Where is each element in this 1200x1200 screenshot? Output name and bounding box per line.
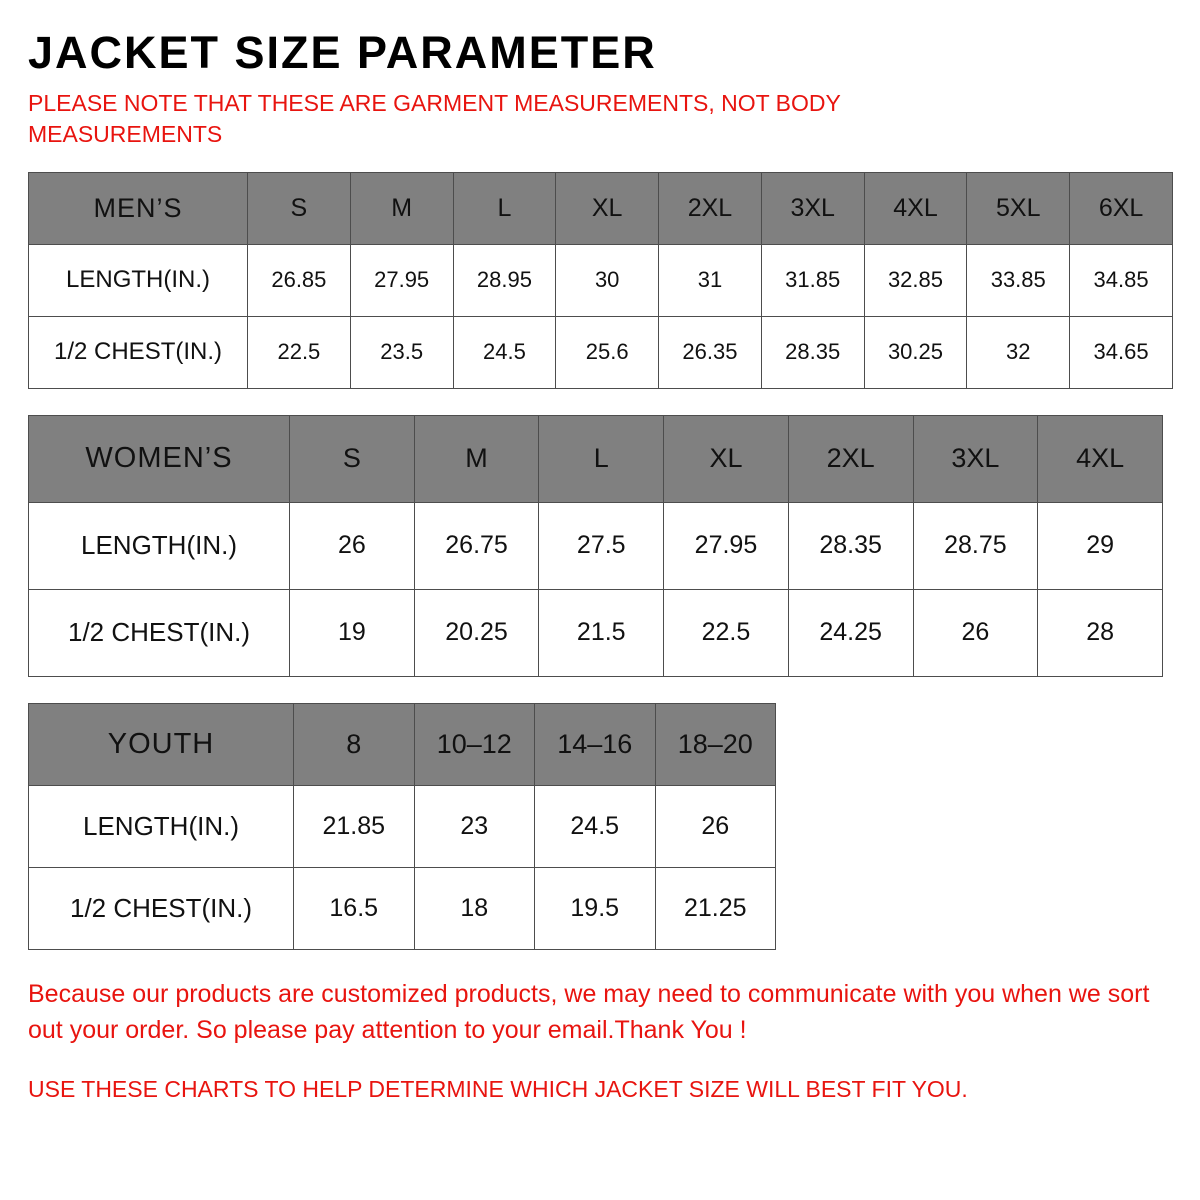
- youth-size-header: 18–20: [655, 703, 776, 785]
- table-row: [29, 316, 1173, 388]
- cell: 26.35: [659, 316, 762, 388]
- mens-size-header: 2XL: [659, 172, 762, 244]
- womens-size-header: L: [539, 415, 664, 502]
- cell: 30.25: [864, 316, 967, 388]
- cell: 28.35: [788, 502, 913, 589]
- cell: 24.25: [788, 589, 913, 676]
- mens-header-label: MEN’S: [29, 172, 248, 244]
- mens-size-header: 6XL: [1070, 172, 1173, 244]
- womens-size-table: [28, 415, 1163, 677]
- cell: 21.25: [655, 867, 776, 949]
- cell: 32: [967, 316, 1070, 388]
- cell: 21.85: [294, 785, 415, 867]
- row-label: LENGTH(IN.): [29, 502, 290, 589]
- cell: 24.5: [453, 316, 556, 388]
- cell: 28: [1038, 589, 1163, 676]
- cell: 28.75: [913, 502, 1038, 589]
- row-label: 1/2 CHEST(IN.): [29, 589, 290, 676]
- cell: 31.85: [761, 244, 864, 316]
- cell: 26: [655, 785, 776, 867]
- mens-size-header: 3XL: [761, 172, 864, 244]
- row-label: LENGTH(IN.): [29, 244, 248, 316]
- womens-size-header: 4XL: [1038, 415, 1163, 502]
- mens-size-header: M: [350, 172, 453, 244]
- footer-note: Because our products are customized products, we may need to communicate with you when we sort out your order. So please pay attention to your email.Thank You !: [28, 979, 1150, 1044]
- cell: 23.5: [350, 316, 453, 388]
- mens-size-header: XL: [556, 172, 659, 244]
- youth-size-header: 10–12: [414, 703, 535, 785]
- cell: 26.85: [248, 244, 351, 316]
- cell: 23: [414, 785, 535, 867]
- cell: 18: [414, 867, 535, 949]
- cell: 26.75: [414, 502, 539, 589]
- table-row: [29, 502, 1163, 589]
- cell: 22.5: [248, 316, 351, 388]
- cell: 25.6: [556, 316, 659, 388]
- cell: 32.85: [864, 244, 967, 316]
- cell: 26: [913, 589, 1038, 676]
- youth-size-header: 14–16: [535, 703, 656, 785]
- footer-closing-note: USE THESE CHARTS TO HELP DETERMINE WHICH JACKET SIZE WILL BEST FIT YOU.: [28, 1076, 968, 1103]
- womens-size-header: M: [414, 415, 539, 502]
- row-label: 1/2 CHEST(IN.): [29, 867, 294, 949]
- table-row: [29, 785, 776, 867]
- table-header-row: [29, 703, 776, 785]
- cell: 19.5: [535, 867, 656, 949]
- youth-size-header: 8: [294, 703, 415, 785]
- table-row: [29, 867, 776, 949]
- cell: 21.5: [539, 589, 664, 676]
- womens-size-header: 2XL: [788, 415, 913, 502]
- mens-size-header: 5XL: [967, 172, 1070, 244]
- row-label: 1/2 CHEST(IN.): [29, 316, 248, 388]
- cell: 29: [1038, 502, 1163, 589]
- table-row: [29, 244, 1173, 316]
- cell: 33.85: [967, 244, 1070, 316]
- cell: 22.5: [664, 589, 789, 676]
- cell: 34.65: [1070, 316, 1173, 388]
- mens-size-header: 4XL: [864, 172, 967, 244]
- page-title: JACKET SIZE PARAMETER: [28, 27, 657, 78]
- measurement-note: PLEASE NOTE THAT THESE ARE GARMENT MEASUREMENTS, NOT BODY MEASUREMENTS: [28, 89, 841, 147]
- table-header-row: [29, 415, 1163, 502]
- cell: 30: [556, 244, 659, 316]
- cell: 28.35: [761, 316, 864, 388]
- cell: 20.25: [414, 589, 539, 676]
- womens-header-label: WOMEN’S: [29, 415, 290, 502]
- womens-size-header: 3XL: [913, 415, 1038, 502]
- table-row: [29, 589, 1163, 676]
- cell: 24.5: [535, 785, 656, 867]
- cell: 27.5: [539, 502, 664, 589]
- cell: 27.95: [350, 244, 453, 316]
- cell: 34.85: [1070, 244, 1173, 316]
- womens-size-header: XL: [664, 415, 789, 502]
- cell: 19: [290, 589, 415, 676]
- row-label: LENGTH(IN.): [29, 785, 294, 867]
- mens-size-table: [28, 172, 1173, 389]
- cell: 31: [659, 244, 762, 316]
- youth-size-table: [28, 703, 776, 950]
- youth-header-label: YOUTH: [29, 703, 294, 785]
- womens-size-header: S: [290, 415, 415, 502]
- mens-size-header: L: [453, 172, 556, 244]
- cell: 26: [290, 502, 415, 589]
- table-header-row: [29, 172, 1173, 244]
- cell: 16.5: [294, 867, 415, 949]
- mens-size-header: S: [248, 172, 351, 244]
- cell: 27.95: [664, 502, 789, 589]
- cell: 28.95: [453, 244, 556, 316]
